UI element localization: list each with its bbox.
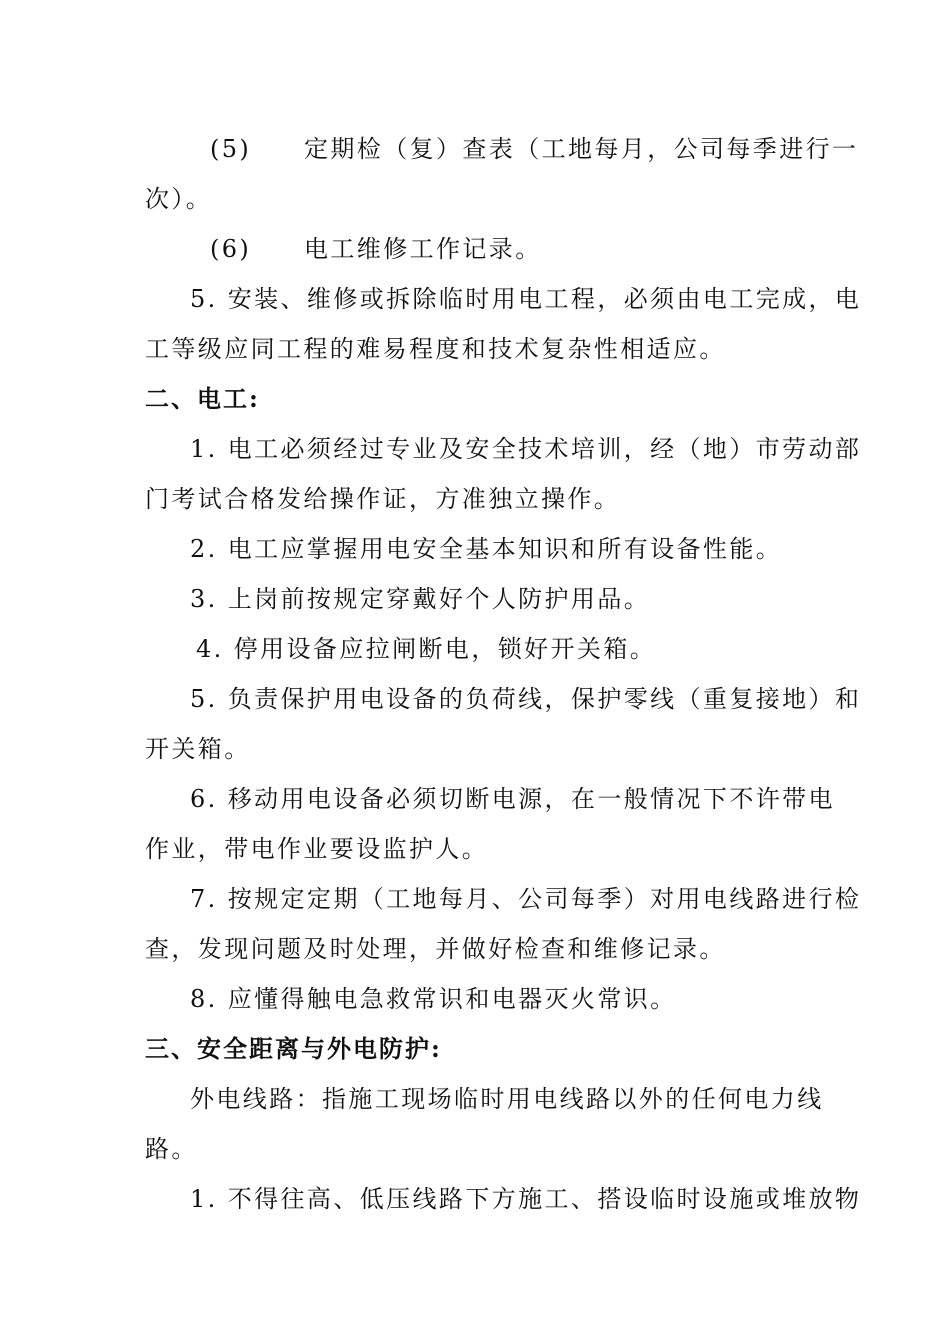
text-line-item-5: (5) 定期检（复）查表（工地每月，公司每季进行一 [210,135,859,163]
text-line-rule-7: 7. 按规定定期（工地每月、公司每季）对用电线路进行检 [190,885,862,913]
text-line-item-6: (6) 电工维修工作记录。 [210,235,542,263]
text-line-rule-5-cont: 开关箱。 [145,735,251,763]
text-line-item-5-cont: 次）。 [145,185,213,213]
text-line-rule-1-cont: 门考试合格发给操作证，方准独立操作。 [145,485,621,513]
text-line-rule-8: 8. 应懂得触电急救常识和电器灭火常识。 [190,985,677,1013]
text-line-rule-7-cont: 查，发现问题及时处理，并做好检查和维修记录。 [145,935,726,963]
section-heading-safety-distance: 三、安全距离与外电防护: [145,1034,442,1063]
text-line-rule-4: 4. 停用设备应拉闸断电，锁好开关箱。 [196,635,657,663]
text-line-rule-5: 5. 负责保护用电设备的负荷线，保护零线（重复接地）和 [190,685,862,713]
text-line-definition: 外电线路：指施工现场临时用电线路以外的任何电力线 [190,1085,824,1113]
text-line-rule-3: 3. 上岗前按规定穿戴好个人防护用品。 [190,585,651,613]
section-heading-electrician: 二、电工: [145,384,260,413]
text-line-rule-2: 2. 电工应掌握用电安全基本知识和所有设备性能。 [190,535,783,563]
text-line-point-5-cont: 工等级应同工程的难易程度和技术复杂性相适应。 [145,335,726,363]
text-line-rule-6-cont: 作业，带电作业要设监护人。 [145,835,489,863]
text-line-distance-rule-1: 1. 不得往高、低压线路下方施工、搭设临时设施或堆放物 [190,1185,862,1213]
text-line-definition-cont: 路。 [145,1135,198,1163]
text-line-rule-6: 6. 移动用电设备必须切断电源，在一般情况下不许带电 [190,785,835,813]
text-line-rule-1: 1. 电工必须经过专业及安全技术培训，经（地）市劳动部 [190,435,862,463]
text-line-point-5: 5. 安装、维修或拆除临时用电工程，必须由电工完成，电 [190,285,862,313]
